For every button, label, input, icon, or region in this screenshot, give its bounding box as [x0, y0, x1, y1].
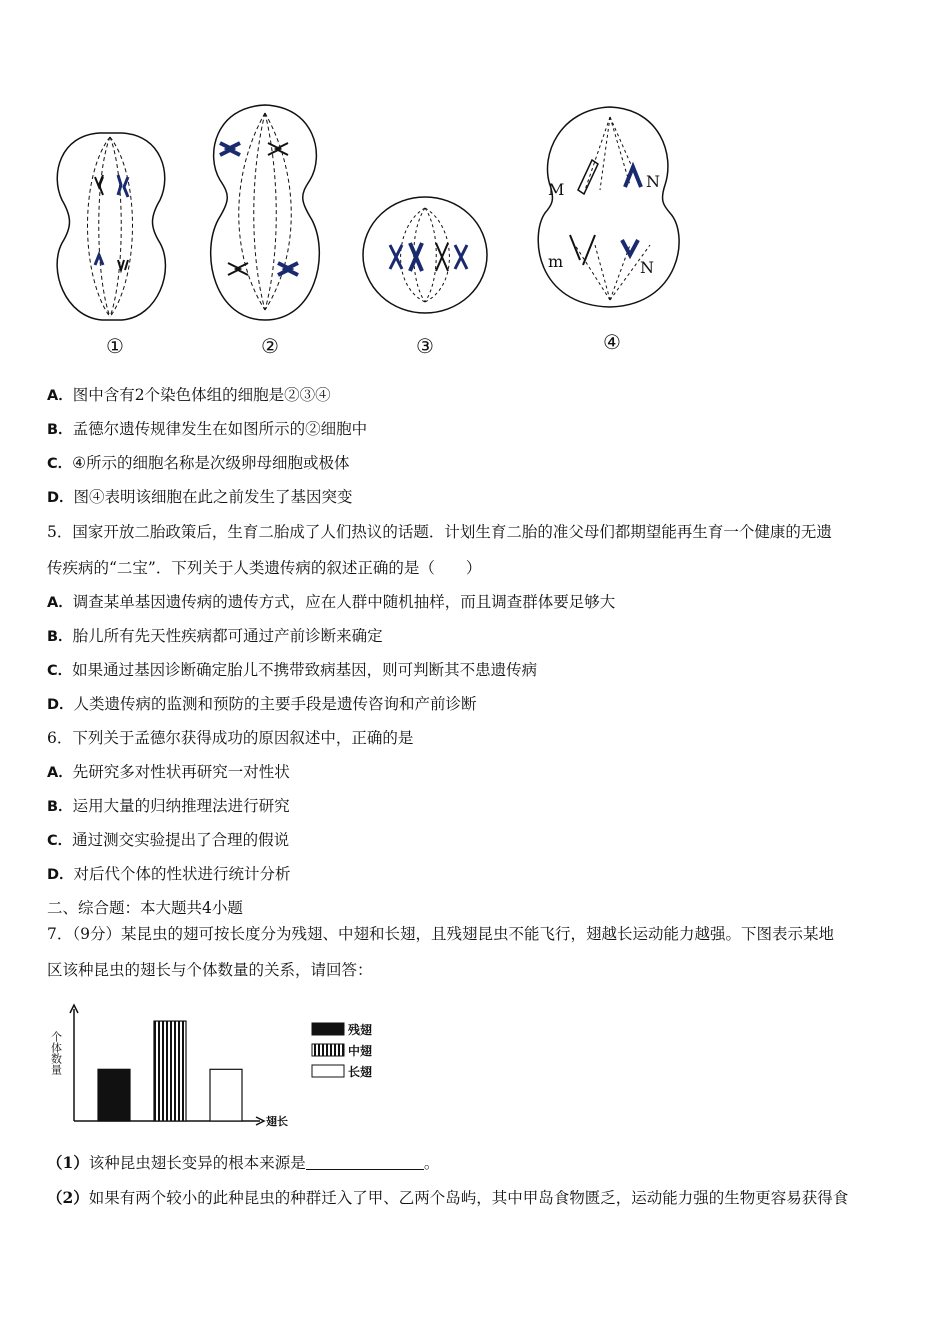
q5-option-d: D．人类遗传病的监测和预防的主要手段是遗传咨询和产前诊断 — [47, 695, 477, 713]
q6-option-b: B．运用大量的归纳推理法进行研究 — [47, 797, 290, 815]
bar-3 — [210, 1069, 242, 1121]
legend-swatch-1 — [312, 1023, 344, 1035]
q6-option-d: D．对后代个体的性状进行统计分析 — [47, 865, 291, 883]
q4-option-c: C．④所示的细胞名称是次级卵母细胞或极体 — [47, 454, 350, 472]
q6-option-c: C．通过测交实验提出了合理的假说 — [47, 831, 290, 849]
gene-label-M: M — [548, 180, 565, 199]
q7-sub1: （1）该种昆虫翅长变异的根本来源是 。 — [47, 1153, 440, 1172]
q5-option-a: A．调查某单基因遗传病的遗传方式，应在人群中随机抽样，而且调查群体要足够大 — [47, 593, 616, 611]
q7-sub2: （2）如果有两个较小的此种昆虫的种群迁入了甲、乙两个岛屿，其中甲岛食物匮乏，运动能力强的生物更容易获得食 — [47, 1188, 849, 1207]
q4-option-d: D．图④表明该细胞在此之前发生了基因突变 — [47, 488, 353, 506]
q5-stem-line1: 5．国家开放二胎政策后，生育二胎成了人们热议的话题．计划生育二胎的准父母们都期望能再生育一个健康的无遗 — [47, 523, 832, 541]
cell-label-2: ② — [261, 334, 279, 358]
gene-label-m: m — [548, 252, 564, 271]
cell-division-figure — [40, 95, 700, 365]
cell-1 — [57, 133, 165, 320]
bar-2 — [154, 1021, 186, 1121]
y-axis-label: 个体数量 — [50, 1031, 63, 1075]
legend-label-3: 长翅 — [348, 1065, 373, 1079]
q7-stem-line2: 区该种昆虫的翅长与个体数量的关系，请回答： — [47, 961, 373, 979]
gene-label-N-top: N — [646, 172, 660, 191]
cell-3 — [363, 197, 487, 313]
cell-4 — [538, 107, 679, 307]
legend-swatch-2 — [312, 1044, 344, 1056]
cell-label-4: ④ — [603, 330, 621, 354]
q6-stem: 6．下列关于孟德尔获得成功的原因叙述中，正确的是 — [47, 729, 414, 747]
q5-stem-line2: 传疾病的“二宝”．下列关于人类遗传病的叙述正确的是（ ） — [47, 559, 482, 577]
q5-option-c: C．如果通过基因诊断确定胎儿不携带致病基因，则可判断其不患遗传病 — [47, 661, 538, 679]
q7-stem-line1: 7．（9分）某昆虫的翅可按长度分为残翅、中翅和长翅，且残翅昆虫不能飞行，翅越长运动能力越强。下图表示某地 — [47, 925, 834, 943]
cell-label-3: ③ — [416, 334, 434, 358]
cell-2 — [211, 105, 320, 320]
legend-label-2: 中翅 — [348, 1044, 373, 1058]
wing-length-bar-chart — [50, 1003, 400, 1138]
bar-1 — [98, 1069, 130, 1121]
gene-label-N-bottom: N — [640, 258, 654, 277]
answer-blank[interactable] — [306, 1155, 424, 1170]
q5-option-b: B．胎儿所有先天性疾病都可通过产前诊断来确定 — [47, 627, 383, 645]
q4-option-b: B．孟德尔遗传规律发生在如图所示的②细胞中 — [47, 420, 368, 438]
q4-option-a: A．图中含有2个染色体组的细胞是②③④ — [47, 386, 331, 404]
section-2-title: 二、综合题：本大题共4小题 — [47, 899, 243, 917]
x-axis-label: 翅长 — [266, 1115, 288, 1128]
q6-option-a: A．先研究多对性状再研究一对性状 — [47, 763, 290, 781]
legend-label-1: 残翅 — [348, 1023, 373, 1037]
legend-swatch-3 — [312, 1065, 344, 1077]
cell-label-1: ① — [106, 334, 124, 358]
